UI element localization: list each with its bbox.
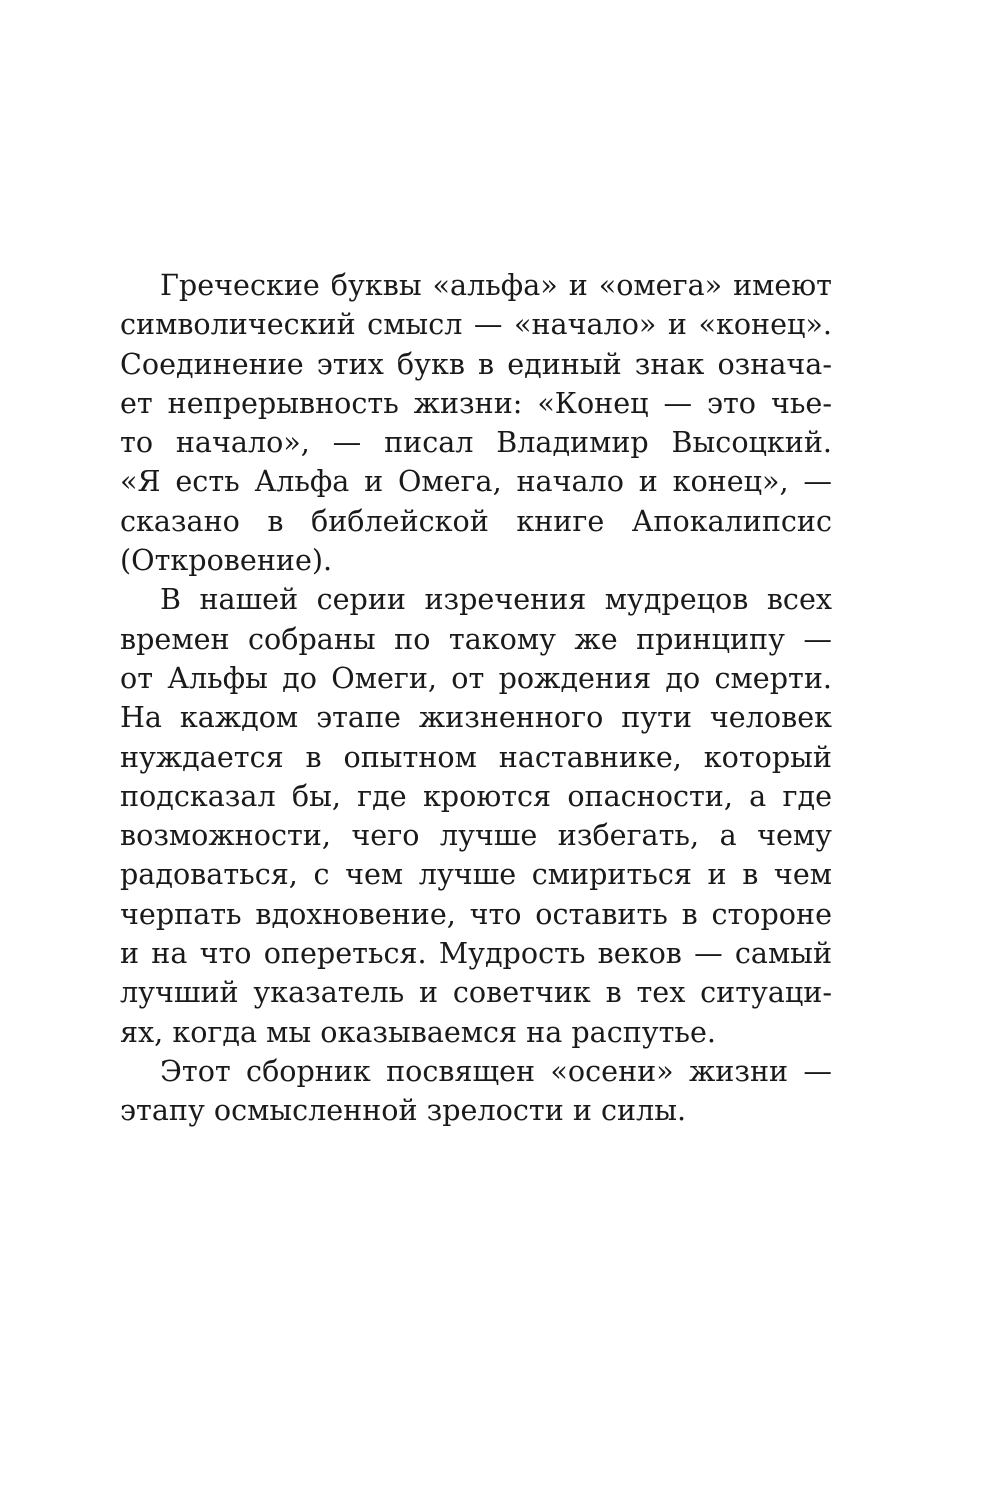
text-line: «Я есть Альфа и Омега, начало и конец», — [120,464,832,499]
text-line: символический смысл — «начало» и «конец». [120,307,832,342]
text-line: от Альфы до Омеги, от рождения до смерти. [120,660,832,695]
text-line: то начало», — писал Владимир Высоцкий. [120,425,832,460]
text-line: времен собраны по такому же принципу — [120,621,832,656]
text-line: нуждается в опытном наставнике, который [120,739,832,774]
text-line: В нашей серии изречения мудрецов всех [160,582,832,617]
text-line: сказано в библейской книге Апокалипсис [120,503,832,538]
text-line: На каждом этапе жизненного пути человек [120,700,832,735]
body-text [120,266,832,1131]
text-line: ет непрерывность жизни: «Конец — это чье- [120,385,832,420]
text-line: возможности, чего лучше избегать, а чему [120,818,832,853]
text-line: Этот сборник посвящен «осени» жизни — [160,1053,832,1088]
text-line: ях, когда мы оказываемся на распутье. [120,1014,717,1049]
text-line: этапу осмысленной зрелости и силы. [120,1093,687,1128]
text-line: Греческие буквы «альфа» и «омега» имеют [160,268,832,302]
text-line: и на что опереться. Мудрость веков — самый [120,936,832,971]
text-line: черпать вдохновение, что оставить в стороне [120,896,832,931]
text-line: подсказал бы, где кроются опасности, а где [120,778,832,813]
text-line: (Откровение). [120,543,333,578]
text-line: радоваться, с чем лучше смириться и в чем [120,857,832,892]
text-line: Соединение этих букв в единый знак означа- [120,346,832,381]
text-line: лучший указатель и советчик в тех ситуаци- [120,975,832,1010]
